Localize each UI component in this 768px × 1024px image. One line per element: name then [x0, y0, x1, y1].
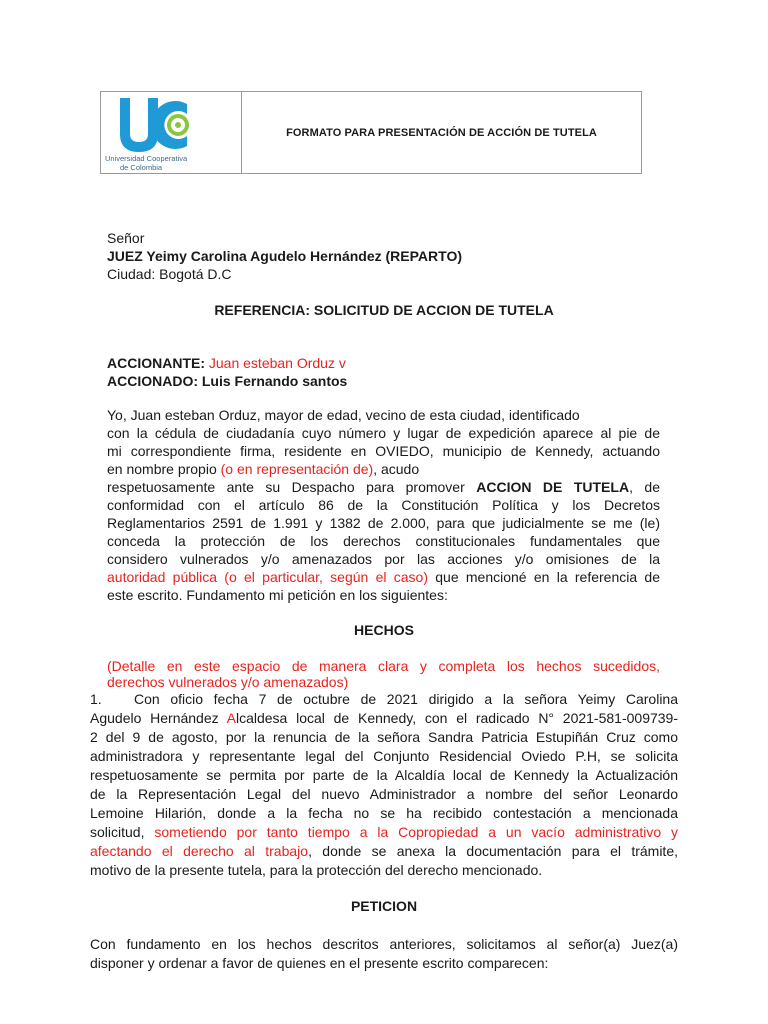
university-logo: [103, 94, 235, 172]
hecho-line-5: respetuosamente se permita por parte de la Alcaldía local de Kennedy la Actualización: [90, 767, 678, 783]
hechos-note-line-1: (Detalle en este espacio de manera clara y completa los hechos sucedidos,: [107, 658, 660, 674]
intro-line-3: mi correspondiente firma, residente en OVIEDO, municipio de Kennedy, actuando: [107, 443, 660, 459]
hechos-heading: HECHOS: [354, 622, 414, 638]
intro-line-1: Yo, Juan esteban Orduz, mayor de edad, vecino de esta ciudad, identificado: [107, 407, 580, 423]
intro-line-6: conformidad con el artículo 86 de la Constitución Política y los Decretos: [107, 497, 660, 513]
hecho-line-2-end: lcaldesa local de Kennedy, con el radicado N° 2021-581-009739-: [235, 710, 678, 726]
hecho-line-1: Con oficio fecha 7 de octubre de 2021 dirigido a la señora Yeimy Carolina: [134, 691, 678, 707]
intro-line-7: Reglamentarios 2591 de 1.991 y 1382 de 2.000, para que judicialmente se me (le): [107, 515, 660, 531]
document-title: FORMATO PARA PRESENTACIÓN DE ACCIÓN DE TUTELA: [286, 126, 597, 139]
authority-note: autoridad pública (o el particular, según el caso): [107, 569, 428, 585]
intro-line-5: [107, 478, 660, 496]
peticion-heading: PETICION: [350, 898, 418, 914]
hecho-red-phrase-2: afectando el derecho al trabajo: [90, 843, 309, 859]
logo-text-line1: Universidad Cooperativa: [105, 154, 188, 163]
intro-line-10-end: que mencioné en la referencia de: [427, 569, 660, 585]
hecho-line-7: Lemoine Hilarión, donde a la fecha no se ha recibido contestación a mencionada: [90, 805, 678, 821]
hecho-line-9: [90, 842, 678, 860]
hecho-line-2-text: Agudelo Hernández: [90, 710, 227, 726]
hecho-line-4: administradora y representante legal del Conjunto Residencial Oviedo P.H, se solicita: [90, 748, 678, 764]
peticion-line-1: Con fundamento en los hechos descritos anteriores, solicitamos al señor(a) Juez(a): [90, 936, 678, 952]
peticion-line-2: disponer y ordenar a favor de quienes en el presente escrito comparecen:: [90, 955, 549, 971]
accionante-label: ACCIONANTE:: [107, 355, 205, 371]
reference-heading: REFERENCIA: SOLICITUD DE ACCION DE TUTELA: [214, 302, 554, 318]
logo-text-line2: de Colombia: [120, 163, 163, 172]
intro-line-5-end: , de: [629, 479, 660, 495]
hecho-line-10: motivo de la presente tutela, para la protección del derecho mencionado.: [90, 862, 543, 878]
hecho-number: 1.: [90, 691, 102, 707]
accionante-value: Juan esteban Orduz v: [205, 355, 346, 371]
judge-name: JUEZ Yeimy Carolina Agudelo Hernández (REPARTO): [107, 248, 462, 264]
intro-line-9: considero vulnerados y/o amenazados por las acciones y/o omisiones de la: [107, 551, 660, 567]
intro-line-2: con la cédula de ciudadanía cuyo número y lugar de expedición aparece al pie de: [107, 425, 660, 441]
accion-de-tutela-bold: ACCION DE TUTELA: [476, 479, 630, 495]
accionante-line: [107, 354, 346, 372]
intro-line-5-text: respetuosamente ante su Despacho para promover: [107, 479, 477, 495]
intro-line-10: [107, 568, 660, 586]
city: Ciudad: Bogotá D.C: [107, 266, 232, 282]
accionado-line: ACCIONADO: Luis Fernando santos: [107, 373, 348, 389]
representation-note: (o en representación de): [220, 461, 374, 477]
intro-line-4-end: , acudo: [373, 461, 420, 477]
hecho-red-phrase-1: sometiendo por tanto tiempo a la Copropiedad a un vacío administrativo y: [154, 824, 679, 840]
hecho-line-6: de la Representación Legal del nuevo Administrador a nombre del señor Leonardo: [90, 786, 678, 802]
header-table: [100, 91, 642, 174]
intro-line-4-text: en nombre propio: [107, 461, 221, 477]
hecho-line-9-end: , donde se anexa la documentación para el trámite,: [308, 843, 678, 859]
hecho-line-8: [90, 823, 678, 841]
hecho-line-2: [90, 709, 678, 727]
intro-line-8: conceda la protección de los derechos constitucionales fundamentales que: [107, 533, 660, 549]
hecho-line-8-text: solicitud,: [90, 824, 155, 840]
hechos-note-line-2: derechos vulnerados y/o amenazados): [107, 674, 349, 690]
hecho-line-3: 2 del 9 de agosto, por la renuncia de la señora Sandra Patricia Estupiñán Cruz como: [90, 729, 678, 745]
salutation: Señor: [107, 230, 145, 246]
hecho-red-letter: A: [226, 710, 236, 726]
intro-line-11: este escrito. Fundamento mi petición en los siguientes:: [107, 587, 448, 603]
intro-line-4: [107, 460, 419, 478]
